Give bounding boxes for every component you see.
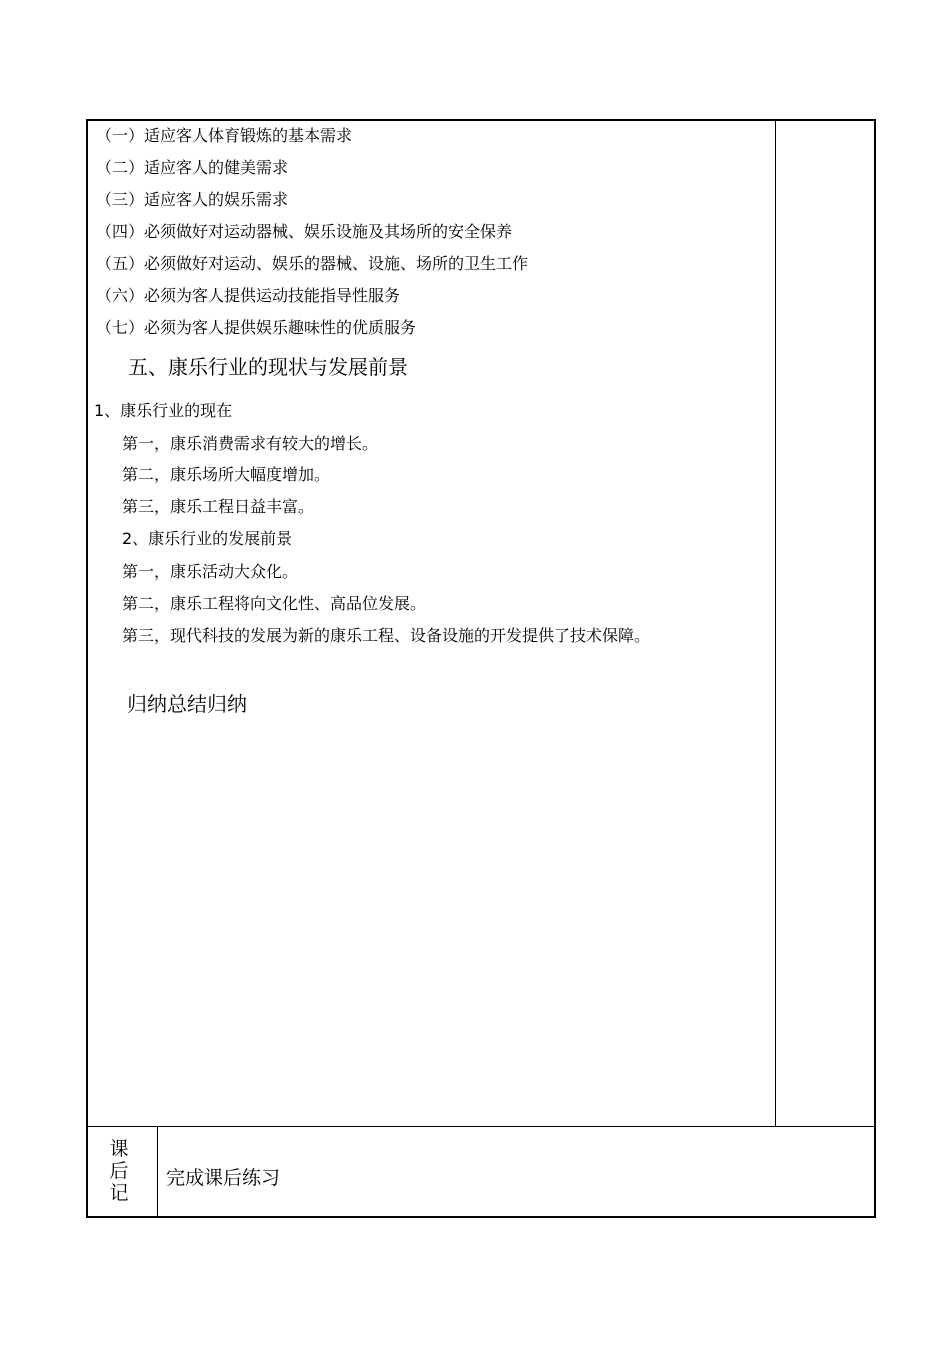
summary-heading: 归纳总结归纳 bbox=[127, 692, 247, 716]
post-lesson-label-char-2: 后 bbox=[109, 1160, 129, 1182]
future-prospects-item-2: 第二，康乐工程将向文化性、高品位发展。 bbox=[122, 594, 427, 613]
requirement-item-5: （五）必须做好对运动、娱乐的器械、设施、场所的卫生工作 bbox=[96, 254, 529, 273]
section-heading: 五、康乐行业的现状与发展前景 bbox=[128, 355, 408, 379]
current-status-item-1: 第一，康乐消费需求有较大的增长。 bbox=[122, 434, 379, 453]
footer-row-divider bbox=[86, 1126, 876, 1127]
future-prospects-title: 2、康乐行业的发展前景 bbox=[122, 529, 293, 548]
current-status-title: 1、康乐行业的现在 bbox=[94, 401, 233, 420]
requirement-item-1: （一）适应客人体育锻炼的基本需求 bbox=[96, 126, 353, 145]
requirement-item-7: （七）必须为客人提供娱乐趣味性的优质服务 bbox=[96, 318, 417, 337]
table-left-border bbox=[86, 120, 88, 1218]
requirement-item-2: （二）适应客人的健美需求 bbox=[96, 158, 289, 177]
post-lesson-label bbox=[100, 1138, 138, 1204]
post-lesson-label-char-1: 课 bbox=[109, 1138, 129, 1160]
table-bottom-border bbox=[86, 1216, 876, 1218]
future-prospects-item-1: 第一，康乐活动大众化。 bbox=[122, 562, 299, 581]
future-prospects-item-3: 第三，现代科技的发展为新的康乐工程、设备设施的开发提供了技术保障。 bbox=[122, 626, 651, 645]
requirement-item-6: （六）必须为客人提供运动技能指导性服务 bbox=[96, 286, 401, 305]
table-top-border bbox=[86, 119, 876, 121]
requirement-item-3: （三）适应客人的娱乐需求 bbox=[96, 190, 289, 209]
footer-label-divider bbox=[157, 1126, 158, 1217]
post-lesson-label-char-3: 记 bbox=[109, 1182, 129, 1204]
table-right-border bbox=[874, 120, 876, 1218]
requirement-item-4: （四）必须做好对运动器械、娱乐设施及其场所的安全保养 bbox=[96, 222, 513, 241]
notes-column-divider bbox=[775, 120, 776, 1126]
post-lesson-content: 完成课后练习 bbox=[166, 1167, 281, 1189]
current-status-item-2: 第二，康乐场所大幅度增加。 bbox=[122, 465, 331, 484]
current-status-item-3: 第三，康乐工程日益丰富。 bbox=[122, 497, 315, 516]
